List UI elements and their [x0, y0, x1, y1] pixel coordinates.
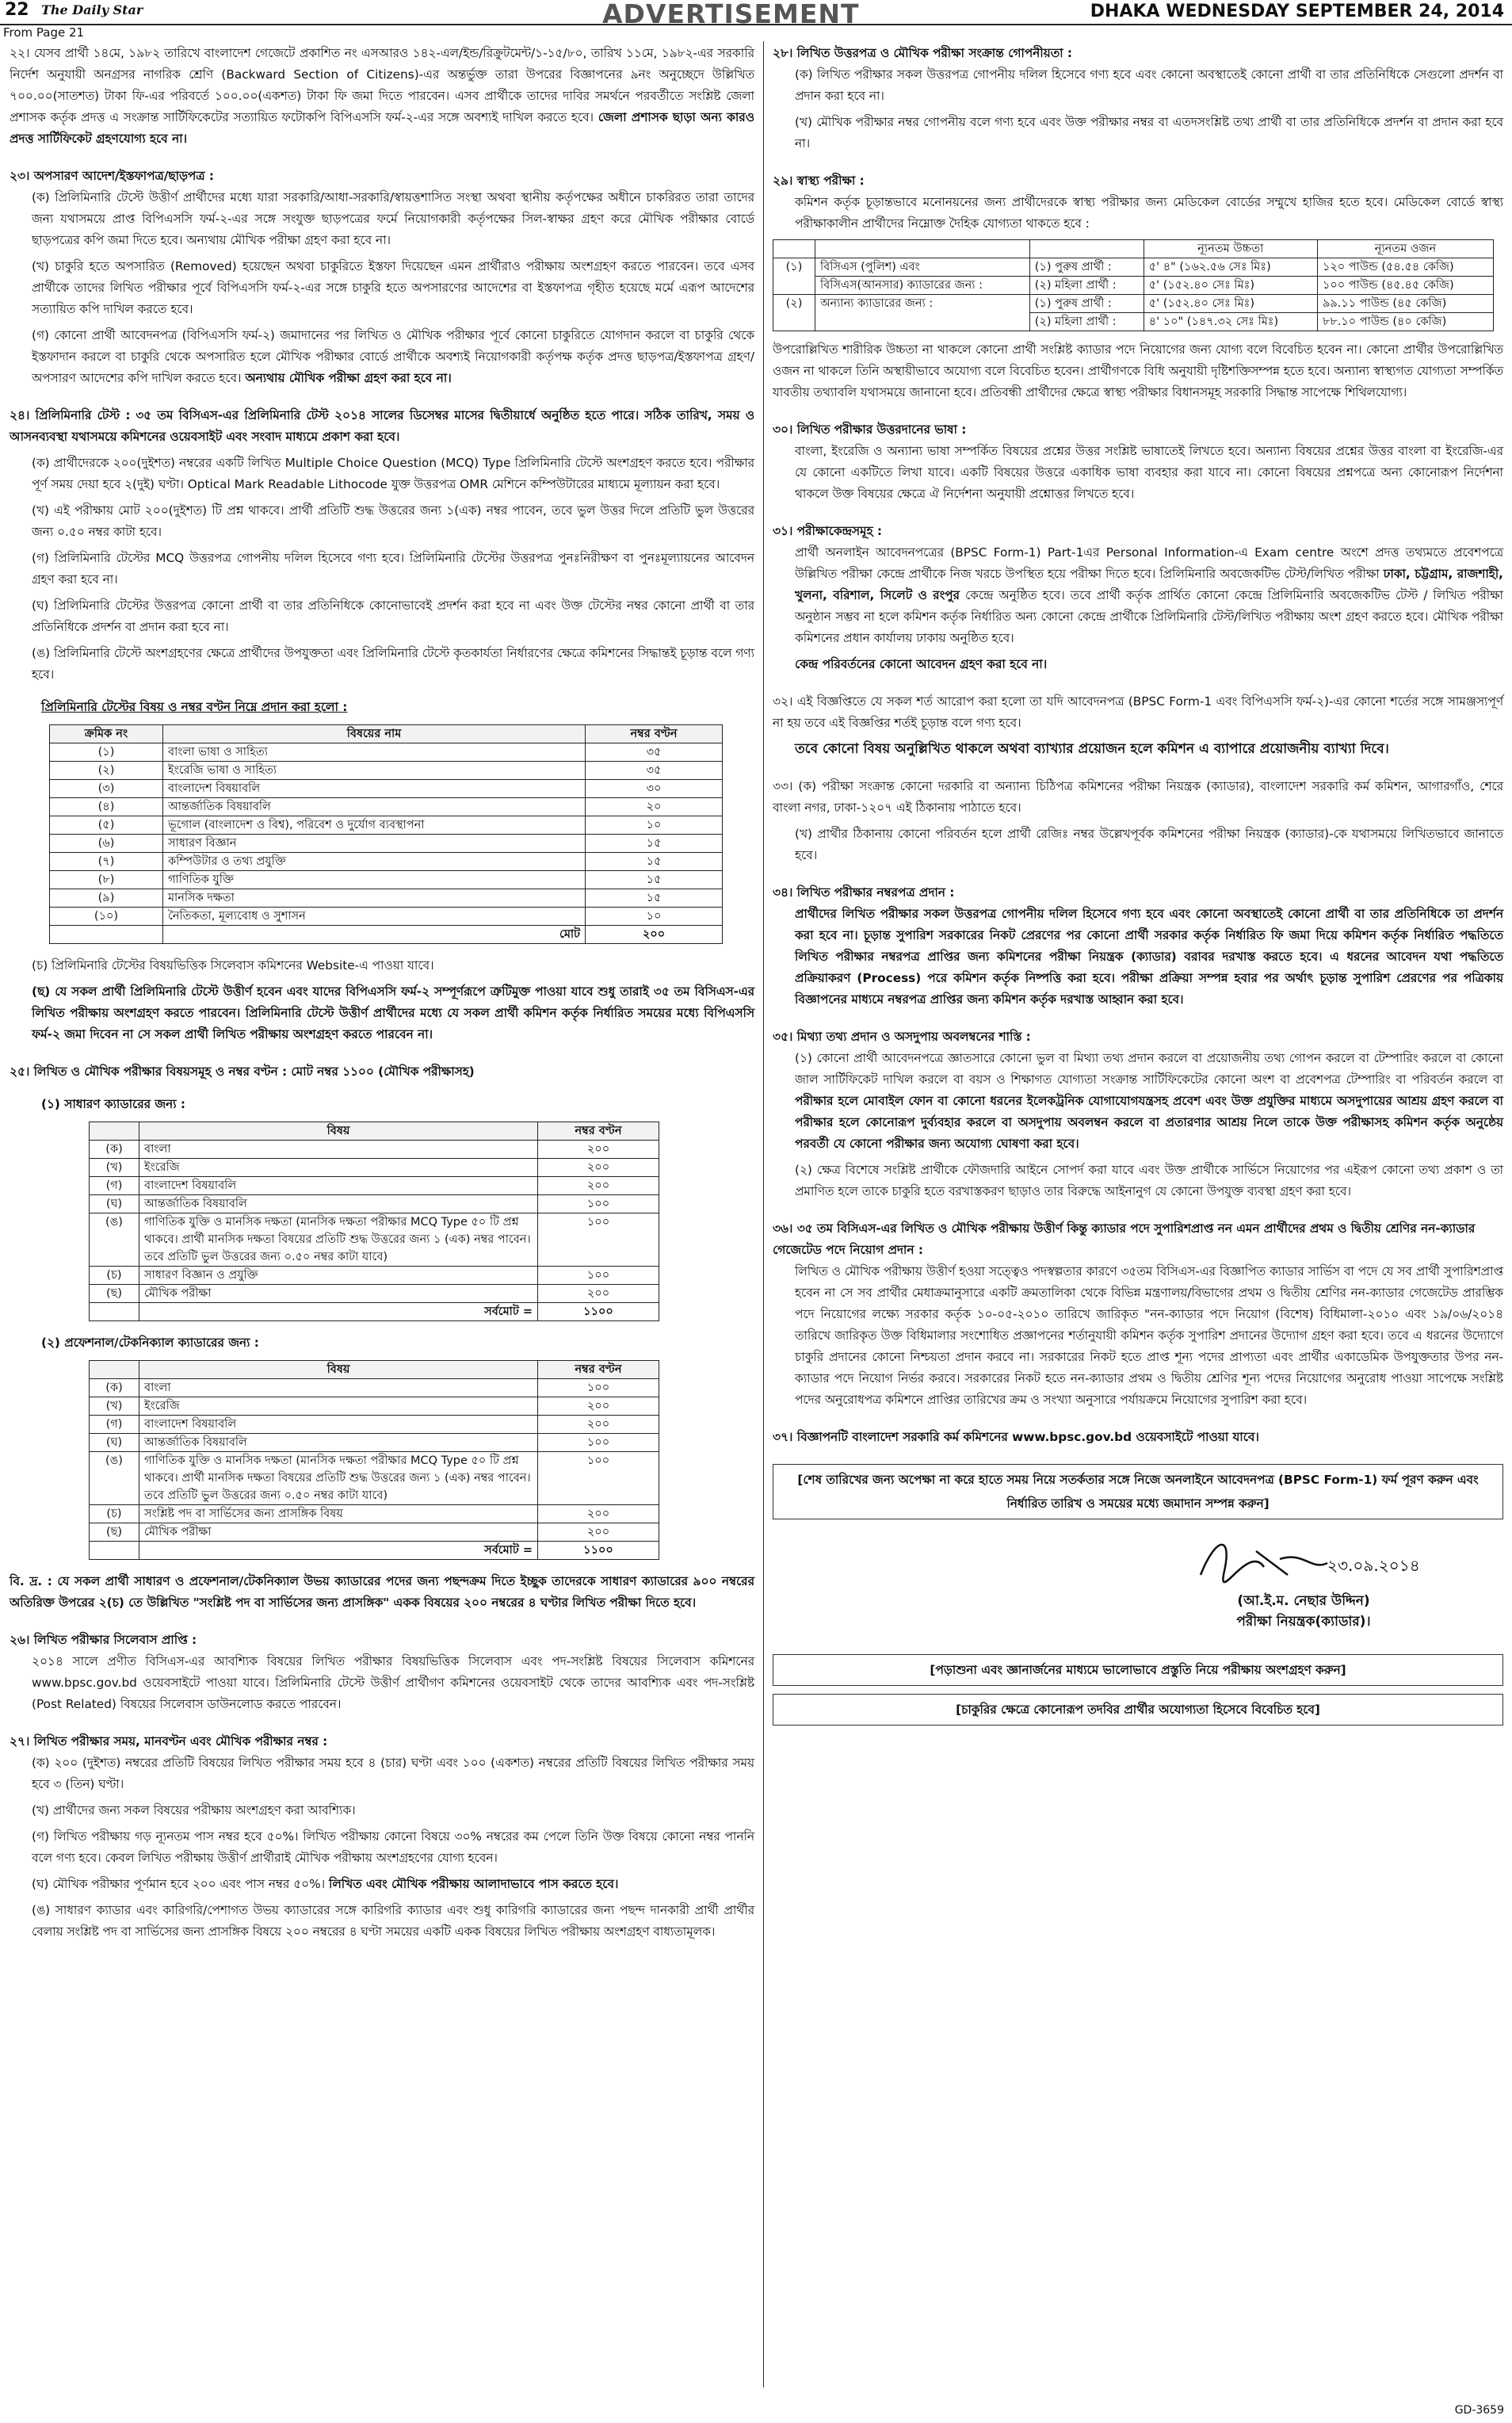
section-heading: ২৪। প্রিলিমিনারি টেস্ট :: [10, 408, 131, 422]
exam-cities: ঢাকা, চট্টগ্রাম, রাজশাহী, খুলনা, বরিশাল, সিলেট ও রংপুর: [795, 567, 1503, 602]
min-height: ৪' ১০" (১৪৭.৩২ সেঃ মিঃ): [1144, 313, 1317, 331]
clause: (ঘ) মৌখিক পরীক্ষার পূর্ণমান হবে ২০০ এবং পাস নম্বর ৫০%।: [32, 1877, 326, 1891]
marks-value: ৩০: [586, 780, 723, 798]
column-header: নম্বর বণ্টন: [538, 1361, 659, 1379]
subject-name: গাণিতিক যুক্তি ও মানসিক দক্ষতা (মানসিক দক্ষতা পরীক্ষার MCQ Type ৫০ টি প্রশ্ন থাকবে। প্রার্থী মানসিক দক্ষতা বিষয়ের প্রতিটি শুদ্ধ উত্তরের জন্য ১ (এক) নম্বর পাবেন। তবে প্রতিটি ভুল উত্তরের জন্য ০.৫০ নম্বর কাটা যাবে): [139, 1213, 538, 1267]
gender-label: (১) পুরুষ প্রার্থী :: [1029, 295, 1144, 313]
left-column: [10, 43, 754, 1959]
column-header: ন্যূনতম উচ্চতা: [1144, 240, 1317, 258]
row-index: (চ): [90, 1505, 139, 1523]
row-index: (চ): [90, 1267, 139, 1285]
min-weight: ১০০ পাউন্ড (৪৫.৪৫ কেজি): [1317, 277, 1493, 295]
marks-value: ১০০: [538, 1195, 659, 1213]
subject-name: সাধারণ বিজ্ঞান ও প্রযুক্তি: [139, 1267, 538, 1285]
note: বি. দ্র. : যে সকল প্রার্থী সাধারণ ও প্রফেশনাল/টেকনিক্যাল উভয় ক্যাডারের পদের জন্য পছন্দক্রম দিতে ইচ্ছুক তাদেরকে সাধারণ ক্যাডারের ৯০০ নম্বরের অতিরিক্ত উপরের ২(চ) তে উল্লিখিত "সংশ্লিষ্ট পদ বা সার্ভিসের জন্য প্রাসঙ্গিক" একক বিষয়ের ২০০ নম্বরের ৪ ঘণ্টার লিখিত পরীক্ষা দিতে হবে।: [10, 1574, 754, 1610]
table-row: [90, 1505, 659, 1523]
table-row: [90, 1195, 659, 1213]
cadre-label: বিসিএস (পুলিশ) এবং: [815, 258, 1030, 277]
clause: (খ) এই পরীক্ষায় মোট ২০০(দুইশত) টি প্রশ্ন থাকবে। প্রার্থী প্রতিটি শুদ্ধ উত্তরের জন্য ১(এক) নম্বর পাবেন, তবে ভুল উত্তর দিলে প্রতিটি ভুল উত্তরের জন্য ০.৫০ নম্বর কাটা হবে।: [32, 503, 754, 539]
table-row: [90, 1379, 659, 1397]
marks-value: ২০: [586, 798, 723, 816]
marks-value: ১০: [586, 908, 723, 926]
column-header: বিষয়: [139, 1361, 538, 1379]
row-index: (ঙ): [90, 1213, 139, 1267]
clause: (খ) প্রার্থীদের জন্য সকল বিষয়ের পরীক্ষায় অংশগ্রহণ করা আবশ্যিক।: [32, 1803, 356, 1817]
subject-name: ইংরেজি ভাষা ও সাহিত্য: [163, 762, 586, 780]
bold-note: লিখিত এবং মৌখিক পরীক্ষায় আলাদাভাবে পাস করতে হবে।: [328, 1877, 619, 1891]
row-index: (খ): [90, 1397, 139, 1416]
paragraph: ৩৭। বিজ্ঞাপনটি বাংলাদেশ সরকারি কর্ম কমিশনের www.bpsc.gov.bd ওয়েবসাইটে পাওয়া যাবে।: [773, 1430, 1259, 1444]
section-heading: ২৭। লিখিত পরীক্ষার সময়, মানবণ্টন এবং মৌখিক পরীক্ষার নম্বর :: [10, 1734, 328, 1748]
marks-value: ১০০: [538, 1452, 659, 1505]
marks-value: ১৫: [586, 835, 723, 853]
row-index: (৮): [50, 871, 163, 889]
section-heading: ৩১। পরীক্ষাকেন্দ্রসমূহ :: [773, 524, 882, 538]
section-31: [773, 521, 1503, 675]
closing-note: [পড়াশুনা এবং জ্ঞানার্জনের মাধ্যমে ভালোভাবে প্রস্তুতি নিয়ে পরীক্ষায় অংশগ্রহণ করুন]: [773, 1654, 1503, 1686]
marks-value: ২০০: [538, 1285, 659, 1303]
row-number: (১): [773, 258, 815, 295]
section-25: [10, 1061, 754, 1614]
subject-name: মানসিক দক্ষতা: [163, 889, 586, 908]
table-row: [90, 1416, 659, 1434]
section-28: [773, 43, 1503, 155]
marks-value: ১০০: [538, 1267, 659, 1285]
table-row: [50, 780, 723, 798]
row-index: (ঙ): [90, 1452, 139, 1505]
marks-value: ২০০: [538, 1141, 659, 1159]
table-row: [90, 1159, 659, 1177]
clause: (ক) লিখিত পরীক্ষার সকল উত্তরপত্র গোপনীয় দলিল হিসেবে গণ্য হবে এবং কোনো অবস্থাতেই কোনো প্রার্থী বা তার প্রতিনিধিকে সেগুলো প্রদর্শন বা প্রদান করা হবে না।: [795, 67, 1503, 103]
subject-name: মৌখিক পরীক্ষা: [139, 1523, 538, 1542]
subject-name: বাংলাদেশ বিষয়াবলি: [139, 1177, 538, 1195]
table-row: [90, 1285, 659, 1303]
bold-note: পরীক্ষার হলে মোবাইল ফোন বা কোনো ধরনের ইলেকট্রনিক যোগাযোগযন্ত্রসহ প্রবেশ এবং উক্ত প্রযুক্তির মাধ্যমে অসদুপায়ের আশ্রয় গ্রহণ করলে বা পরীক্ষার হলে কোনোরূপ দুর্ব্যবহার করলে বা অসদুপায় অবলম্বন করলে বা প্রতারণার আশ্রয় নিলে তাকে উক্ত পরীক্ষাসহ কমিশন কর্তৃক অনুষ্ঠেয় পরবর্তী যে কোনো পরীক্ষার জন্য অযোগ্য ঘোষণা করা হবে।: [795, 1094, 1503, 1151]
marks-value: ২০০: [538, 1416, 659, 1434]
gender-label: (২) মহিলা প্রার্থী :: [1029, 277, 1144, 295]
clause: (ঙ) প্রিলিমিনারি টেস্টে অংশগ্রহণের ক্ষেত্রে প্রার্থীদের উপযুক্ততা এবং প্রিলিমিনারি টেস্টে কৃতকার্যতা নির্ধারণের ক্ষেত্রে কমিশনের সিদ্ধান্তই চূড়ান্ত বলে গণ্য হবে।: [32, 646, 754, 682]
clause: (ক) প্রার্থীদেরকে ২০০(দুইশত) নম্বরের একটি লিখিত Multiple Choice Question (MCQ) Type প্রিলিমিনারি টেস্টে অংশগ্রহণ করতে হবে। পরীক্ষার পূর্ণ সময় দেয়া হবে ২(দুই) ঘণ্টা। Optical Mark Readable Lithocode যুক্ত উত্তরপত্র OMR মেশিনে কম্পিউটারের মাধ্যমে মূল্যায়ন করা হবে।: [32, 456, 754, 491]
section-32: [773, 691, 1503, 760]
subject-name: কম্পিউটার ও তথ্য প্রযুক্তি: [163, 853, 586, 871]
paragraph: প্রার্থীদের লিখিত পরীক্ষার সকল উত্তরপত্র গোপনীয় দলিল হিসেবে গণ্য হবে এবং কোনো অবস্থাতেই কোনো প্রার্থী বা তার প্রতিনিধিকে তা প্রদর্শন করা হবে না। চূড়ান্ত সুপারিশ সরকারের নিকট প্রেরণের পর কোনো প্রার্থী সরকার কর্তৃক নির্ধারিত ফি জমা দিয়ে কমিশন কর্তৃক নির্ধারিত পদ্ধতিতে লিখিত পরীক্ষার নম্বরপত্র প্রাপ্তির জন্য কমিশনের পরীক্ষা নিয়ন্ত্রক (ক্যাডার) বরাবর দরখাস্ত করতে হবে। এ ধরনের আবেদন যথা পদ্ধতিতে প্রক্রিয়াকরণ (Process) পরে কমিশন কর্তৃক নিষ্পত্তি করা হবে। পরীক্ষা প্রক্রিয়া সম্পন্ন হবার পর অর্থাৎ চূড়ান্ত সুপারিশ প্রেরণের পর পত্রিকায় বিজ্ঞাপনের মাধ্যমে নম্বরপত্র প্রাপ্তির জন্য কমিশন কর্তৃক দরখাস্ত আহ্বান করা হবে।: [795, 907, 1503, 1007]
section-heading: ২৮। লিখিত উত্তরপত্র ও মৌখিক পরীক্ষা সংক্রান্ত গোপনীয়তা :: [773, 46, 1073, 60]
section-23: [10, 166, 754, 389]
table-row: [50, 835, 723, 853]
clause: (ক) প্রিলিমিনারি টেস্টে উত্তীর্ণ প্রার্থীদের মধ্যে যারা সরকারি/আধা-সরকারি/স্বায়ত্তশাসিত সংস্থা অথবা স্থানীয় কর্তৃপক্ষের অধীনে চাকরিরত তারা তাদের জন্য যথাসময়ে প্রাপ্ত বিপিএসসি ফর্ম-২-এর সঙ্গে সংযুক্ত ছাড়পত্রের ফর্মে নিয়োগকারী কর্তৃপক্ষের সিল-স্বাক্ষর গ্রহণ করে মৌখিক পরীক্ষার বোর্ডে ছাড়পত্রের কপি জমা দিতে হবে। অন্যথায় মৌখিক পরীক্ষা গ্রহণ করা হবে না।: [32, 190, 754, 247]
subject-name: আন্তর্জাতিক বিষয়াবলি: [163, 798, 586, 816]
clause: (গ) লিখিত পরীক্ষায় গড় ন্যূনতম পাস নম্বর হবে ৫০%। লিখিত পরীক্ষায় কোনো বিষয়ে ৩০% নম্বরের কম পেলে তিনি উক্ত বিষয়ে কোনো নম্বর পাননি বলে গণ্য হবে। কেবল লিখিত পরীক্ষায় উত্তীর্ণ প্রার্থীরাই মৌখিক পরীক্ষায় অংশগ্রহণের যোগ্য হবেন।: [32, 1829, 754, 1865]
right-column: [773, 43, 1503, 1733]
subject-name: গাণিতিক যুক্তি: [163, 871, 586, 889]
paragraph: লিখিত ও মৌখিক পরীক্ষায় উত্তীর্ণ হওয়া সত্ত্বেও পদস্বল্পতার কারণে ৩৫তম বিসিএস-এর বিজ্ঞাপিত ক্যাডার সার্ভিস বা পদে যে সব প্রার্থী সুপারিশপ্রাপ্ত হবেন না সে সব প্রার্থীর মেধাক্রমানুসারে একটি ক্রমতালিকা থেকে বিভিন্ন মন্ত্রণালয়/বিভাগের প্রথম ও দ্বিতীয় শ্রেণির নন-ক্যাডার গেজেটেড প্রারম্ভিক পদে নিয়োগের লক্ষ্যে সরকার কর্তৃক ১০-০৫-২০১০ তারিখে জারিকৃত "নন-ক্যাডার পদে নিয়োগ (বিশেষ) বিধিমালা-২০১০ এবং ১৯/০৬/২০১৪ তারিখে জারিকৃত উক্ত বিধিমালার সংশোধিত প্রজ্ঞাপনের শর্তানুযায়ী কমিশন কর্তৃক সুপারিশ প্রদানের উদ্যোগ গ্রহণ করা হবে। তবে এ ধরনের উদ্যোগে চাকুরি প্রদানের কোনো নিশ্চয়তা প্রদান করবে না। সরকারের নিকট হতে প্রাপ্ত শূন্য পদের প্রাপ্যতা এবং প্রার্থীর একাডেমিক উপযুক্ততার উপর নন-ক্যাডার পদে নিয়োগ নির্ভর করবে। সরকারের নিকট হতে নন-ক্যাডার প্রথম ও দ্বিতীয় শ্রেণির শূন্য পদের নিয়োগের অনুরোধ পাওয়া সাপেক্ষে সংশ্লিষ্ট পদের অনুরোধপত্র কমিশনে প্রাপ্তির তারিখের ক্রম ও সংখ্যা অনুসারে পর্যায়ক্রমে নিয়োগের সুপারিশ করা হবে।: [795, 1264, 1503, 1407]
marks-value: ১৫: [586, 889, 723, 908]
total-label: মোট: [163, 926, 586, 944]
section-35: [773, 1026, 1503, 1202]
section-title: ADVERTISEMENT: [602, 0, 860, 29]
section-heading: ৩৬। ৩৫ তম বিসিএস-এর লিখিত ও মৌখিক পরীক্ষায় উত্তীর্ণ কিন্তু ক্যাডার পদে সুপারিশপ্রাপ্ত নন এমন প্রার্থীদের প্রথম ও দ্বিতীয় শ্রেণির নন-ক্যাডার গেজেটেড পদে নিয়োগ প্রদান :: [773, 1221, 1476, 1257]
min-height: ৫' (১৫২.৪০ সেঃ মিঃ): [1144, 295, 1317, 313]
cadre-label: অন্যান্য ক্যাডারের জন্য :: [815, 295, 1030, 331]
row-number: (২): [773, 295, 815, 331]
paragraph: উপরোল্লিখিত শারীরিক উচ্চতা না থাকলে কোনো প্রার্থী সংশ্লিষ্ট ক্যাডার পদে নিয়োগের জন্য যোগ্য বলে বিবেচিত হবেন না। কোনো প্রার্থীর উপরোল্লিখিত ওজন না থাকলে তিনি অস্থায়ীভাবে অযোগ্য বলে বিবেচিত হবেন। প্রার্থীগণকে বিধি অনুযায়ী দৃষ্টিশক্তিসম্পন্ন হতে হবে। অন্যান্য স্বাস্থ্যগত যোগ্যতা সম্পর্কিত যাবতীয় তথ্যাবলি যথাসময়ে জানানো হবে। প্রতিবন্ধী প্রার্থীদের ক্ষেত্রে স্বাস্থ্য পরীক্ষার বিধানসমূহ সরকারি সিদ্ধান্ত সাপেক্ষে শিথিলযোগ্য।: [773, 342, 1503, 399]
table-row: [90, 1523, 659, 1542]
clause: ৩৩। (ক) পরীক্ষা সংক্রান্ত কোনো দরকারি বা অন্যান্য চিঠিপত্র কমিশনের পরীক্ষা নিয়ন্ত্রক (ক্যাডার), বাংলাদেশ সরকারি কর্ম কমিশন, আগারগাঁও, শেরে বাংলা নগর, ঢাকা-১২০৭ এই ঠিকানায় পাঠাতে হবে।: [773, 779, 1503, 815]
marks-value: ২০০: [538, 1523, 659, 1542]
row-index: (৩): [50, 780, 163, 798]
marks-value: ৩৫: [586, 762, 723, 780]
table-row: [50, 816, 723, 835]
marks-value: ২০০: [538, 1177, 659, 1195]
bold-note: অন্যথায় মৌখিক পরীক্ষা গ্রহণ করা হবে না।: [245, 371, 452, 385]
row-index: (১): [50, 743, 163, 762]
clause: (ক) ২০০ (দুইশত) নম্বরের প্রতিটি বিষয়ের লিখিত পরীক্ষার সময় হবে ৪ (চার) ঘণ্টা এবং ১০০ (একশত) নম্বরের প্রতিটি বিষয়ের লিখিত পরীক্ষার সময় হবে ৩ (তিন) ঘণ্টা।: [32, 1756, 754, 1791]
page-number: 22: [5, 0, 29, 20]
signatory-designation: পরীক্ষা নিয়ন্ত্রক(ক্যাডার)।: [1236, 1614, 1371, 1630]
table-row: [90, 1397, 659, 1416]
general-cadre-table: [89, 1122, 659, 1321]
row-index: (গ): [90, 1416, 139, 1434]
subject-name: বাংলাদেশ বিষয়াবলি: [163, 780, 586, 798]
table-title: (১) সাধারণ ক্যাডারের জন্য :: [41, 1097, 186, 1111]
min-height: ৫' (১৫২.৪০ সেঃ মিঃ): [1144, 277, 1317, 295]
section-heading: ২৯। স্বাস্থ্য পরীক্ষা :: [773, 174, 865, 188]
table-row: [90, 1267, 659, 1285]
column-header: নম্বর বণ্টন: [586, 725, 723, 743]
column-header: [90, 1361, 139, 1379]
signature-block: [773, 1527, 1503, 1646]
clause: (খ) মৌখিক পরীক্ষার নম্বর গোপনীয় বলে গণ্য হবে এবং উক্ত পরীক্ষার নম্বর বা এতদসংশ্লিষ্ট তথ্য প্রার্থী বা তার প্রতিনিধিকে প্রদর্শন বা প্রদান করা হবে না।: [795, 115, 1503, 151]
subject-name: বাংলা: [139, 1141, 538, 1159]
section-number: ২২।: [10, 46, 30, 60]
section-number: ৩২।: [773, 694, 793, 709]
gender-label: (২) মহিলা প্রার্থী :: [1029, 313, 1144, 331]
closing-note: [চাকুরির ক্ষেত্রে কোনোরূপ তদবির প্রার্থীর অযোগ্যতা হিসেবে বিবেচিত হবে]: [773, 1694, 1503, 1726]
subject-name: বাংলাদেশ বিষয়াবলি: [139, 1416, 538, 1434]
min-height: ৫' ৪" (১৬২.৫৬ সেঃ মিঃ): [1144, 258, 1317, 277]
section-heading: ২৬। লিখিত পরীক্ষার সিলেবাস প্রাপ্তি :: [10, 1633, 197, 1647]
total-label: সর্বমোট =: [139, 1303, 538, 1321]
column-header: নম্বর বণ্টন: [538, 1122, 659, 1141]
bold-note: তবে কোনো বিষয় অনুল্লিখিত থাকলে অথবা ব্যাখ্যার প্রয়োজন হলে কমিশন এ ব্যাপারে প্রয়োজনীয় ব্যাখ্যা দিবে।: [795, 741, 1389, 757]
section-24: [10, 405, 754, 1045]
section-30: [773, 419, 1503, 505]
table-row: [90, 1177, 659, 1195]
clause: (ছ) যে সকল প্রার্থী প্রিলিমিনারি টেস্টে উত্তীর্ণ হবেন এবং যাদের বিপিএসসি ফর্ম-২ সম্পূর্ণরূপে ত্রুটিমুক্ত পাওয়া যাবে শুধু তারাই ৩৫ তম বিসিএস-এর লিখিত পরীক্ষায় অংশগ্রহণ করতে পারবেন। প্রিলিমিনারি টেস্টে উত্তীর্ণ প্রার্থীদের মধ্যে যে সকল প্রার্থী কমিশন কর্তৃক নির্ধারিত সময়ের মধ্যে বিপিএসসি ফর্ম-২ জমা দিবেন না সে সকল প্রার্থী লিখিত পরীক্ষায় অংশগ্রহণ করতে পারবেন না।: [32, 984, 754, 1041]
marks-value: ১০: [586, 816, 723, 835]
subject-name: আন্তর্জাতিক বিষয়াবলি: [139, 1195, 538, 1213]
paragraph: এই বিজ্ঞপ্তিতে যে সকল শর্ত আরোপ করা হলো তা যদি আবেদনপত্র (BPSC Form-1 এবং বিপিএসসি ফর্ম-২)-এর কোনো শর্তের সঙ্গে সামঞ্জস্যপূর্ণ না হয় তবে এই বিজ্ঞপ্তির শর্তই চূড়ান্ত বলে গণ্য হবে।: [773, 694, 1503, 730]
marks-value: ১৫: [586, 853, 723, 871]
marks-value: ১০০: [538, 1434, 659, 1452]
subject-name: বাংলা ভাষা ও সাহিত্য: [163, 743, 586, 762]
signature-date: ২৩.০৯.২০১৪: [1327, 1556, 1420, 1575]
subject-name: মৌখিক পরীক্ষা: [139, 1285, 538, 1303]
column-divider: [763, 41, 764, 2387]
clause: (২) ক্ষেত্র বিশেষে সংশ্লিষ্ট প্রার্থীকে ফৌজদারি আইনে সোপর্দ করা যাবে এবং উক্ত প্রার্থীকে সার্ভিসে নিয়োগের পর এইরূপ কোনো তথ্য প্রকাশ ও তা প্রমাণিত হলে তাকে চাকুরি হতে বরখাস্তকরণ ছাড়াও তার বিরুদ্ধে আইনানুগ যে কোনো উপযুক্ত ব্যবস্থা গ্রহণ করা হবে।: [795, 1163, 1503, 1198]
table-row: [50, 798, 723, 816]
technical-cadre-table: [89, 1360, 659, 1560]
row-index: (ঘ): [90, 1195, 139, 1213]
row-index: (৫): [50, 816, 163, 835]
table-row: [50, 889, 723, 908]
section-33: [773, 776, 1503, 866]
table-title: প্রিলিমিনারি টেস্টের বিষয় ও নম্বর বণ্টন নিম্নে প্রদান করা হলো :: [41, 700, 348, 714]
health-requirements-table: [773, 239, 1494, 331]
section-26: [10, 1630, 754, 1715]
row-index: (ছ): [90, 1285, 139, 1303]
section-heading: ৩৫। মিথ্যা তথ্য প্রদান ও অসদুপায় অবলম্বনের শাস্তি :: [773, 1030, 1031, 1044]
ad-code: GD-3659: [1454, 2404, 1504, 2417]
section-heading: ৩০। লিখিত পরীক্ষার উত্তরদানের ভাষা :: [773, 422, 967, 437]
total-value: ১১০০: [538, 1542, 659, 1560]
section-heading: ২৩। অপসারণ আদেশ/ইস্তফাপত্র/ছাড়পত্র :: [10, 169, 214, 183]
edition-date: DHAKA WEDNESDAY SEPTEMBER 24, 2014: [1090, 2, 1504, 21]
table-row: [50, 762, 723, 780]
row-index: (১০): [50, 908, 163, 926]
section-29: [773, 170, 1503, 403]
min-weight: ১২০ পাউন্ড (৫৪.৫৪ কেজি): [1317, 258, 1493, 277]
column-header: বিষয়: [139, 1122, 538, 1141]
paper-logo: The Daily Star: [41, 2, 143, 17]
clause: (১) কোনো প্রার্থী আবেদনপত্রে জ্ঞাতসারে কোনো ভুল বা মিথ্যা তথ্য প্রদান করলে বা প্রয়োজনীয় তথ্য গোপন করলে বা টেম্পারিং করলে বা কোনো জাল সার্টিফিকেট দাখিল করলে বা বয়স ও শিক্ষাগত যোগ্যতা সংক্রান্ত সার্টিফিকেটের কোনো অংশ বা প্রবেশপত্র টেম্পারিং বা পরিবর্তন করলে বা: [795, 1051, 1503, 1087]
clause: (ঙ) সাধারণ ক্যাডার এবং কারিগরি/পেশাগত উভয় ক্যাডারের সঙ্গে কারিগরি ক্যাডার এবং শুধু কারিগরি ক্যাডারের জন্য পছন্দ দানকারী প্রার্থী প্রার্থীর বেলায় সংশ্লিষ্ট পদ বা সার্ভিসের জন্য প্রাসঙ্গিক বিষয়ে ২০০ নম্বরের ৪ ঘণ্টা সময়ের একটি একক বিষয়ের লিখিত পরীক্ষায় অংশগ্রহণ বাধ্যতামূলক।: [32, 1903, 754, 1939]
table-row: [50, 908, 723, 926]
column-header: ন্যূনতম ওজন: [1317, 240, 1493, 258]
bold-note: কেন্দ্র পরিবর্তনের কোনো আবেদন গ্রহণ করা হবে না।: [795, 657, 1048, 671]
table-row: [50, 871, 723, 889]
marks-value: ১৫: [586, 871, 723, 889]
section-27: [10, 1731, 754, 1943]
section-heading: ৩৪। লিখিত পরীক্ষার নম্বরপত্র প্রদান :: [773, 885, 955, 900]
table-row: [50, 853, 723, 871]
table-row: [90, 1213, 659, 1267]
continued-from: From Page 21: [3, 25, 85, 40]
subject-name: ইংরেজি: [139, 1159, 538, 1177]
table-row: [90, 1452, 659, 1505]
subject-name: বাংলা: [139, 1379, 538, 1397]
row-index: (ক): [90, 1379, 139, 1397]
table-title: (২) প্রফেশনাল/টেকনিক্যাল ক্যাডারের জন্য :: [41, 1336, 259, 1350]
row-index: (২): [50, 762, 163, 780]
cadre-label: বিসিএস(আনসার) ক্যাডারের জন্য :: [815, 277, 1030, 295]
subject-name: ইংরেজি: [139, 1397, 538, 1416]
table-row: [50, 743, 723, 762]
column-header: [90, 1122, 139, 1141]
paragraph: কেন্দ্রে অনুষ্ঠিত হবে। তবে প্রার্থী কর্তৃক প্রার্থিত কোনো কেন্দ্রে প্রিলিমিনারি অবজেকটিভ টেস্ট / লিখিত পরীক্ষা অনুষ্ঠান সম্ভব না হলে কমিশন কর্তৃক নির্ধারিত অন্য কোনো কেন্দ্রে প্রার্থীকে প্রিলিমিনারি টেস্ট/লিখিত পরীক্ষায় অংশ গ্রহণ করতে হবে। মৌখিক পরীক্ষা কমিশনের প্রধান কার্যালয় ঢাকায় অনুষ্ঠিত হবে।: [795, 588, 1503, 645]
min-weight: ৯৯.১১ পাউন্ড (৪৫ কেজি): [1317, 295, 1493, 313]
subject-name: আন্তর্জাতিক বিষয়াবলি: [139, 1434, 538, 1452]
bold-note: জেলা প্রশাসক ছাড়া অন্য কারও প্রদত্ত সার্টিফিকেট গ্রহণযোগ্য হবে না।: [10, 110, 754, 146]
page-header: [0, 0, 1512, 29]
row-index: (৯): [50, 889, 163, 908]
total-value: ২০০: [586, 926, 723, 944]
marks-value: ২০০: [538, 1505, 659, 1523]
row-index: (ক): [90, 1141, 139, 1159]
paragraph: প্রার্থী অনলাইন আবেদনপত্রের (BPSC Form-1) Part-1এর Personal Information-এ Exam centre অংশে প্রদত্ত তথ্যমতে প্রবেশপত্রে উল্লিখিত পরীক্ষা কেন্দ্রে প্রার্থীকে নিজ খরচে উপস্থিত হয়ে পরীক্ষা দিতে হবে। প্রিলিমিনারি অবজেকটিভ টেস্ট/লিখিত পরীক্ষা: [795, 545, 1503, 581]
table-row: [90, 1141, 659, 1159]
signatory-name: (আ.ই.ম. নেছার উদ্দিন): [1237, 1593, 1370, 1609]
closing-note: [শেষ তারিখের জন্য অপেক্ষা না করে হাতে সময় নিয়ে সতর্কতার সঙ্গে নিজে অনলাইনে আবেদনপত্র (BPSC Form-1) ফর্ম পূরণ করুন এবং নির্ধারিত তারিখ ও সময়ের মধ্যে জমাদান সম্পন্ন করুন]: [773, 1464, 1503, 1519]
marks-value: ১০০: [538, 1379, 659, 1397]
subject-name: গাণিতিক যুক্তি ও মানসিক দক্ষতা (মানসিক দক্ষতা পরীক্ষার MCQ Type ৫০ টি প্রশ্ন থাকবে। প্রার্থী মানসিক দক্ষতা বিষয়ের প্রতিটি শুদ্ধ উত্তরের জন্য ১ (এক) নম্বর পাবেন। তবে প্রতিটি ভুল উত্তরের জন্য ০.৫০ নম্বর কাটা যাবে): [139, 1452, 538, 1505]
row-index: (গ): [90, 1177, 139, 1195]
column-header: বিষয়ের নাম: [163, 725, 586, 743]
paragraph: যেসব প্রার্থী ১৪মে, ১৯৮২ তারিখে বাংলাদেশ গেজেটে প্রকাশিত নং এসআরও ১৪২-এল/ইন্ড/রিক্রুটমেন্ট/১-১৫/৮০, তারিখ ১১মে, ১৯৮২-এর সরকারি নির্দেশ অনুযায়ী অনগ্রসর নাগরিক শ্রেণি (Backward Section of Citizens)-এর অন্তর্ভুক্ত তারা উপরের বিজ্ঞাপনের ৯নং অনুচ্ছেদে উল্লিখিত ৭০০.০০(সাতশত) টাকা ফি-এর পরিবর্তে ১০০.০০(একশত) টাকা ফি জমা দিতে পারবেন। এসব প্রার্থীকে তাদের দাবির সমর্থনে পরবর্তীতে সংশ্লিষ্ট জেলা প্রশাসক কর্তৃক প্রদত্ত এ সংক্রান্ত সার্টিফিকেটের সত্যায়িত ফটোকপি বিপিএসসি ফর্ম-২-এর সঙ্গে অবশ্যই দাখিল করতে হবে।: [10, 46, 754, 124]
total-label: সর্বমোট =: [139, 1542, 538, 1560]
prelim-marks-table: [49, 724, 723, 944]
section-34: [773, 882, 1503, 1011]
clause: (খ) চাকুরি হতে অপসারিত (Removed) হয়েছেন অথবা চাকুরিতে ইস্তফা দিয়েছেন এমন প্রার্থীরাও পরীক্ষায় অংশগ্রহণ করতে পারবেন। তবে এসব প্রার্থীকে তাদের লিখিত পরীক্ষার পূর্বে বিপিএসসি ফর্ম-২-এর সঙ্গে চাকুরি হতে অপসারণের আদেশের বা ইস্তফাপত্র গৃহীত হয়েছে মর্মে এরূপ আদেশের সত্যায়িত কপি দাখিল করতে হবে।: [32, 259, 754, 316]
row-index: (৬): [50, 835, 163, 853]
clause: (গ) প্রিলিমিনারি টেস্টের MCQ উত্তরপত্র গোপনীয় দলিল হিসেবে গণ্য হবে। প্রিলিমিনারি টেস্টের উত্তরপত্র পুনঃনিরীক্ষণ বা পুনঃমূল্যায়নের আবেদন গ্রহণ করা হবে না।: [32, 551, 754, 587]
paragraph: ২০১৪ সালে প্রণীত বিসিএস-এর আবশ্যিক বিষয়ের লিখিত পরীক্ষার বিষয়ভিত্তিক সিলেবাস এবং পদ-সংশ্লিষ্ট বিষয়ের সিলেবাস কমিশনের www.bpsc.gov.bd ওয়েবসাইটে পাওয়া যাবে। প্রিলিমিনারি টেস্টে উত্তীর্ণ প্রার্থীগণ কমিশনের ওয়েবসাইট থেকে তাদের আবশ্যিক এবং পদ-সংশ্লিষ্ট (Post Related) বিষয়ের সিলেবাস ডাউনলোড করতে পারবেন।: [32, 1654, 754, 1711]
row-index: (৪): [50, 798, 163, 816]
row-index: (খ): [90, 1159, 139, 1177]
marks-value: ২০০: [538, 1159, 659, 1177]
subject-name: নৈতিকতা, মূল্যবোধ ও সুশাসন: [163, 908, 586, 926]
subject-name: সাধারণ বিজ্ঞান: [163, 835, 586, 853]
section-22: [10, 43, 754, 150]
total-value: ১১০০: [538, 1303, 659, 1321]
subject-name: সংশ্লিষ্ট পদ বা সার্ভিসের জন্য প্রাসঙ্গিক বিষয়: [139, 1505, 538, 1523]
clause: (চ) প্রিলিমিনারি টেস্টের বিষয়ভিত্তিক সিলেবাস কমিশনের Website-এ পাওয়া যাবে।: [32, 958, 434, 973]
row-index: (ঘ): [90, 1434, 139, 1452]
marks-value: ৩৫: [586, 743, 723, 762]
marks-value: ২০০: [538, 1397, 659, 1416]
paragraph: ৩৫ তম বিসিএস-এর প্রিলিমিনারি টেস্ট ২০১৪ সালের ডিসেম্বর মাসের দ্বিতীয়ার্ধে অনুষ্ঠিত হতে পারে। সঠিক তারিখ, সময় ও আসনব্যবস্থা যথাসময়ে কমিশনের ওয়েবসাইট এবং সংবাদ মাধ্যমে প্রকাশ করা হবে।: [10, 408, 754, 444]
clause: (ঘ) প্রিলিমিনারি টেস্টের উত্তরপত্র কোনো প্রার্থী বা তার প্রতিনিধিকে কোনোভাবেই প্রদর্শন করা হবে না এবং উক্ত টেস্টের নম্বর কোনো প্রার্থী বা তার প্রতিনিধিকে প্রদর্শন বা প্রদান করা হবে না।: [32, 598, 754, 634]
section-36: [773, 1218, 1503, 1411]
section-heading: ২৫। লিখিত ও মৌখিক পরীক্ষার বিষয়সমূহ ও নম্বর বণ্টন : মোট নম্বর ১১০০ (মৌখিক পরীক্ষাসহ): [10, 1064, 475, 1079]
column-header: ক্রমিক নং: [50, 725, 163, 743]
clause: (গ) কোনো প্রার্থী আবেদনপত্র (বিপিএসসি ফর্ম-২) জমাদানের পর লিখিত ও মৌখিক পরীক্ষার পূর্বে কোনো চাকুরিতে যোগদান করলে বা চাকুরি থেকে ইস্তফাদান করলে বা চাকুরি থেকে অপসারিত হলে মৌখিক পরীক্ষার বোর্ডে প্রার্থীকে অবশ্যই নিয়োগকারী কর্তৃপক্ষ কর্তৃক প্রদত্ত ছাড়পত্র/ইস্তফাপত্র গ্রহণ/অপসারণ আদেশের কপি দাখিল করতে হবে।: [32, 328, 754, 385]
section-37: [773, 1427, 1503, 1448]
marks-value: ১০০: [538, 1213, 659, 1267]
row-index: (ছ): [90, 1523, 139, 1542]
table-row: [90, 1434, 659, 1452]
min-weight: ৮৮.১০ পাউন্ড (৪০ কেজি): [1317, 313, 1493, 331]
paragraph: কমিশন কর্তৃক চূড়ান্তভাবে মনোনয়নের জন্য প্রার্থীদেরকে স্বাস্থ্য পরীক্ষার জন্য মেডিকেল বোর্ডের সম্মুখে হাজির হতে হবে। মেডিকেল বোর্ডে স্বাস্থ্য পরীক্ষাকালীন প্রার্থীদের নিম্নোক্ত দৈহিক যোগ্যতা থাকতে হবে :: [795, 195, 1503, 231]
paragraph: বাংলা, ইংরেজি ও অন্যান্য ভাষা সম্পর্কিত বিষয়ের প্রশ্নের উত্তর সংশ্লিষ্ট ভাষাতেই লিখতে হবে। অন্যান্য বিষয়ের প্রশ্নের উত্তর বাংলা বা ইংরেজি-এর যে কোনো একটিতে লিখা যাবে। একটি বিষয়ের উত্তরে একাধিক ভাষা ব্যবহার করা যাবে না। কোনো বিষয়ের প্রশ্নপত্রে অন্য কোনোরূপ নির্দেশনা থাকলে উক্ত বিষয়ের ক্ষেত্রে ঐ নির্দেশনা অনুযায়ী প্রশ্নোত্তর লিখতে হবে।: [795, 444, 1503, 501]
clause: (খ) প্রার্থীর ঠিকানায় কোনো পরিবর্তন হলে প্রার্থী রেজিঃ নম্বর উল্লেখপূর্বক কমিশনের পরীক্ষা নিয়ন্ত্রক (ক্যাডার)-কে যথাসময়ে লিখিতভাবে জানাতে হবে।: [795, 827, 1503, 862]
subject-name: ভূগোল (বাংলাদেশ ও বিশ্ব), পরিবেশ ও দুর্যোগ ব্যবস্থাপনা: [163, 816, 586, 835]
signature-image: [1169, 1527, 1438, 1591]
gender-label: (১) পুরুষ প্রার্থী :: [1029, 258, 1144, 277]
row-index: (৭): [50, 853, 163, 871]
